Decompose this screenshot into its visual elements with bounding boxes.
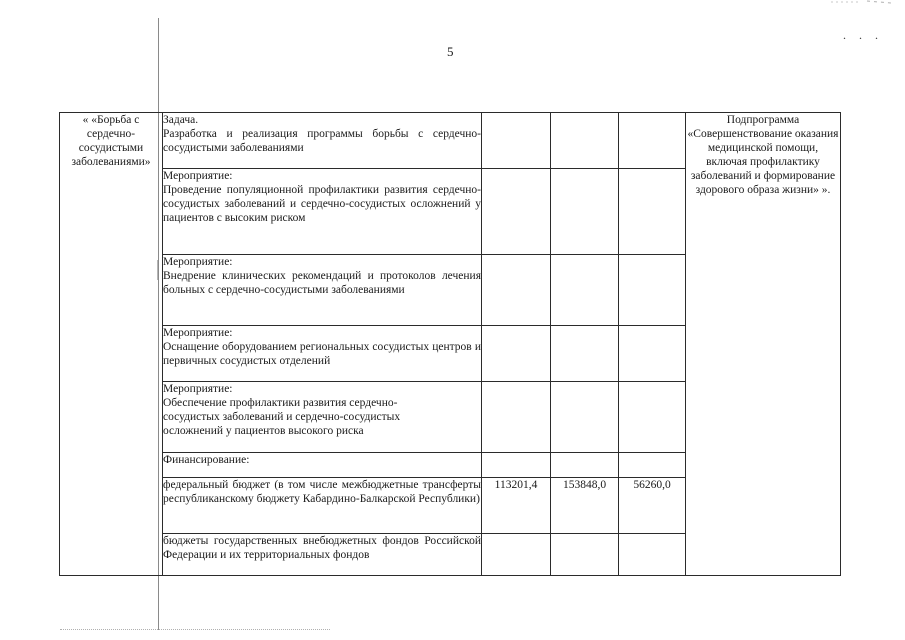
value-cell [619, 113, 686, 169]
row-label: Мероприятие: [163, 383, 233, 395]
row-description [163, 113, 482, 169]
value-cell [551, 326, 619, 382]
page-number: 5 [447, 44, 454, 59]
scan-bottom-edge [60, 629, 330, 636]
row-description [163, 382, 482, 453]
value-cell [619, 255, 686, 326]
program-table [59, 112, 841, 576]
program-cell [686, 113, 841, 576]
row-description [163, 534, 482, 576]
value-cell [619, 169, 686, 255]
program-name: Подпрограмма «Совершенствование оказания медицинской помощи, включая профилактику заболеваний и формирование здорового образа жизни» ». [687, 114, 839, 196]
value-cell [482, 113, 551, 169]
corner-dots: . . . [843, 28, 883, 42]
value-cell [551, 382, 619, 453]
value-cell [482, 169, 551, 255]
value-cell [619, 326, 686, 382]
row-label: Финансирование: [163, 454, 250, 466]
row-description [163, 453, 482, 478]
row-text: Обеспечение профилактики развития сердечно-сосудистых заболеваний и сердечно-сосудистых осложнений у пациентов высокого риска [163, 397, 401, 437]
value-cell [482, 382, 551, 453]
row-label: Задача. [163, 114, 199, 126]
section-title-cell [60, 113, 163, 576]
value-cell [482, 453, 551, 478]
value-cell [482, 255, 551, 326]
row-text: федеральный бюджет (в том числе межбюджетные трансферты республиканскому бюджету Кабардино-Балкарской Республики) [163, 479, 481, 505]
value-cell: 153848,0 [551, 478, 619, 534]
value-cell [482, 534, 551, 576]
value-cell [551, 453, 619, 478]
row-description [163, 255, 482, 326]
row-label: Мероприятие: [163, 256, 233, 268]
row-label: Мероприятие: [163, 327, 233, 339]
scan-corner-marks [831, 0, 891, 6]
value-cell [551, 255, 619, 326]
value-cell [551, 169, 619, 255]
row-description [163, 169, 482, 255]
table-row [60, 113, 841, 169]
value-cell [551, 113, 619, 169]
row-text: бюджеты государственных внебюджетных фондов Российской Федерации и их территориальных фондов [163, 535, 481, 561]
row-label: Мероприятие: [163, 170, 233, 182]
value-cell: 56260,0 [619, 478, 686, 534]
row-text: Оснащение оборудованием региональных сосудистых центров и первичных сосудистых отделений [163, 341, 481, 367]
value-cell: 113201,4 [482, 478, 551, 534]
section-title: « «Борьба с сердечно-сосудистыми заболеваниями» [71, 114, 151, 168]
row-text: Проведение популяционной профилактики развития сердечно-сосудистых заболеваний и сердечно-сосудистых осложнений у пациентов с высоким риском [163, 184, 481, 224]
value-cell [551, 534, 619, 576]
row-text: Внедрение клинических рекомендаций и протоколов лечения больных с сердечно-сосудистыми заболеваниями [163, 270, 481, 296]
value-cell [482, 326, 551, 382]
value-cell [619, 534, 686, 576]
row-description [163, 326, 482, 382]
value-cell [619, 382, 686, 453]
value-cell [619, 453, 686, 478]
row-description [163, 478, 482, 534]
row-text: Разработка и реализация программы борьбы с сердечно-сосудистыми заболеваниями [163, 128, 481, 154]
